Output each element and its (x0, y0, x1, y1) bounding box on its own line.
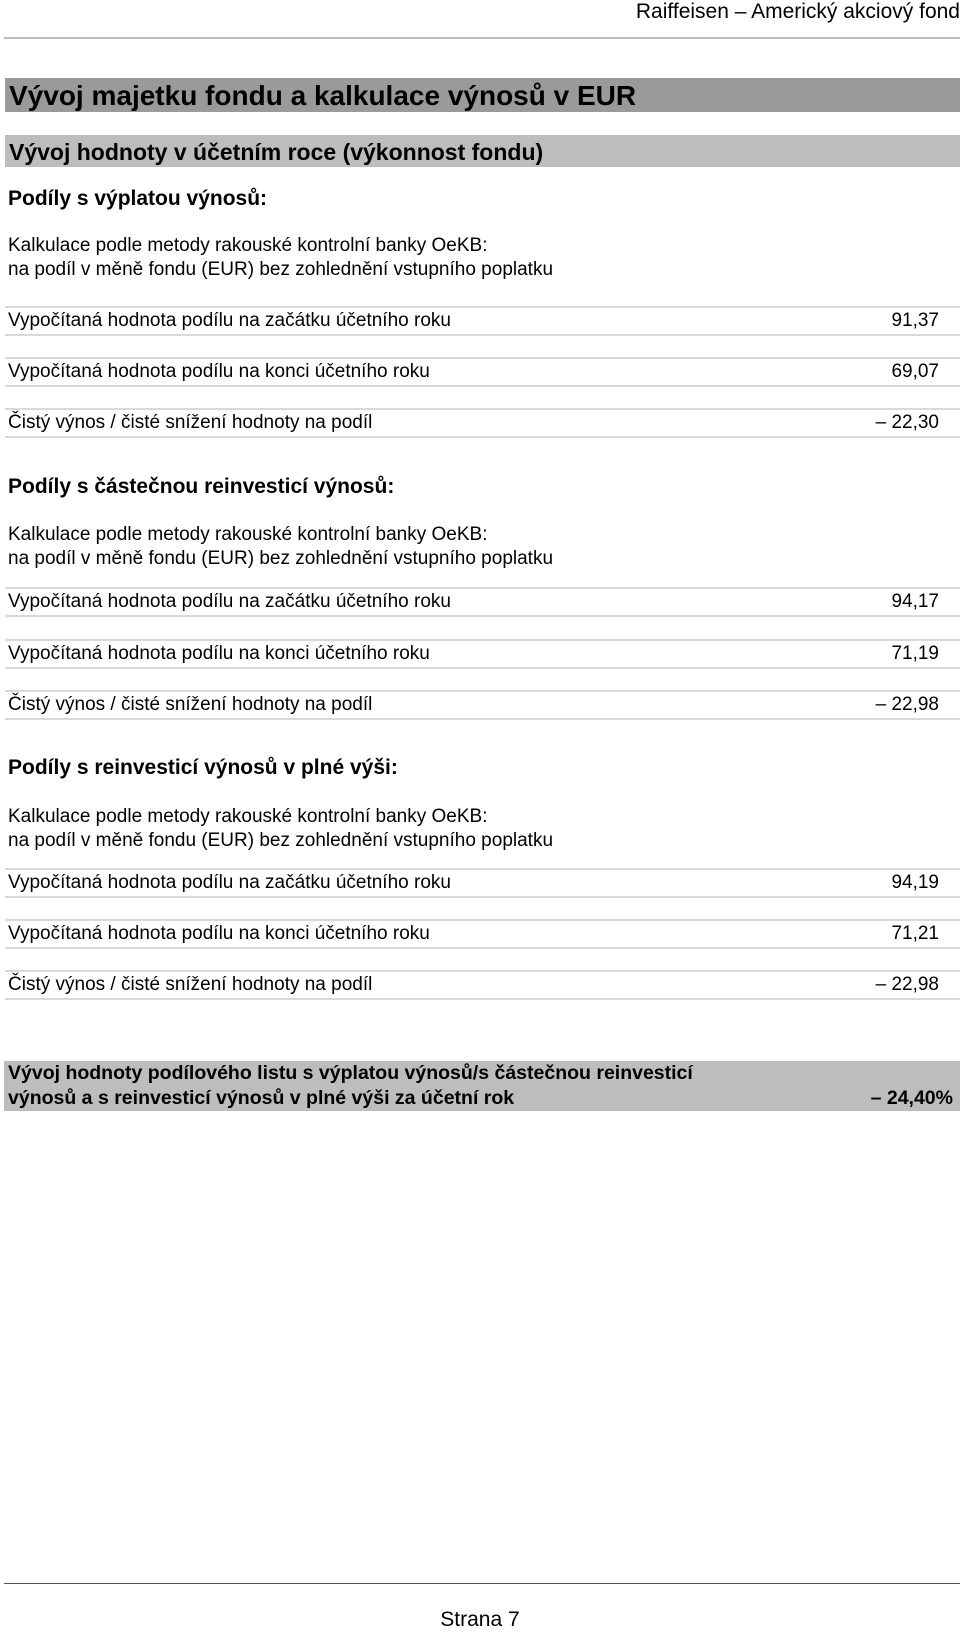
section-intro-line1: Kalkulace podle metody rakouské kontrolní banky OeKB: (8, 524, 488, 545)
table-row (5, 919, 960, 949)
row-value: – 22,98 (875, 974, 939, 995)
row-label: Vypočítaná hodnota podílu na konci účetního roku (8, 361, 430, 382)
section-intro-line2: na podíl v měně fondu (EUR) bez zohlednění vstupního poplatku (8, 259, 554, 280)
section-intro-line2: na podíl v měně fondu (EUR) bez zohlednění vstupního poplatku (8, 830, 554, 851)
row-value: 94,19 (891, 872, 939, 893)
row-value: 91,37 (891, 310, 939, 331)
summary-line1: Vývoj hodnoty podílového listu s výplatou výnosů/s částečnou reinvesticí (8, 1062, 693, 1084)
header-divider (4, 37, 960, 39)
table-row (5, 639, 960, 669)
summary-line2: výnosů a s reinvesticí výnosů v plné výši za účetní rok (8, 1087, 515, 1109)
summary-box (4, 1061, 960, 1111)
section-intro-line2: na podíl v měně fondu (EUR) bez zohlednění vstupního poplatku (8, 548, 554, 569)
summary-value: – 24,40% (870, 1087, 953, 1109)
row-value: 71,21 (891, 923, 939, 944)
row-label: Čistý výnos / čisté snížení hodnoty na podíl (8, 412, 373, 433)
page-number: Strana 7 (440, 1608, 520, 1631)
table-row (5, 306, 960, 336)
row-value: 71,19 (891, 643, 939, 664)
summary-text (8, 1061, 848, 1111)
row-value: 69,07 (891, 361, 939, 382)
main-title: Vývoj majetku fondu a kalkulace výnosů v EUR (5, 78, 960, 112)
row-label: Vypočítaná hodnota podílu na začátku účetního roku (8, 591, 451, 612)
table-row (5, 690, 960, 720)
section-title-full-reinvestment: Podíly s reinvesticí výnosů v plné výši: (8, 756, 398, 779)
row-label: Čistý výnos / čisté snížení hodnoty na podíl (8, 694, 373, 715)
row-label: Vypočítaná hodnota podílu na začátku účetního roku (8, 310, 451, 331)
table-row (5, 587, 960, 617)
row-label: Vypočítaná hodnota podílu na začátku účetního roku (8, 872, 451, 893)
section-title-distribution: Podíly s výplatou výnosů: (8, 187, 268, 210)
row-value: 94,17 (891, 591, 939, 612)
section-intro-line1: Kalkulace podle metody rakouské kontrolní banky OeKB: (8, 235, 488, 256)
row-value: – 22,30 (875, 412, 939, 433)
table-row (5, 357, 960, 387)
table-row (5, 868, 960, 898)
row-label: Čistý výnos / čisté snížení hodnoty na podíl (8, 974, 373, 995)
row-label: Vypočítaná hodnota podílu na konci účetního roku (8, 923, 430, 944)
running-header: Raiffeisen – Americký akciový fond (635, 0, 960, 23)
section-intro-line1: Kalkulace podle metody rakouské kontrolní banky OeKB: (8, 806, 488, 827)
sub-title: Vývoj hodnoty v účetním roce (výkonnost fondu) (5, 135, 960, 167)
row-label: Vypočítaná hodnota podílu na konci účetního roku (8, 643, 430, 664)
row-value: – 22,98 (875, 694, 939, 715)
table-row (5, 970, 960, 1000)
footer-divider (4, 1583, 960, 1584)
section-title-partial-reinvestment: Podíly s částečnou reinvesticí výnosů: (8, 475, 395, 498)
table-row (5, 408, 960, 438)
